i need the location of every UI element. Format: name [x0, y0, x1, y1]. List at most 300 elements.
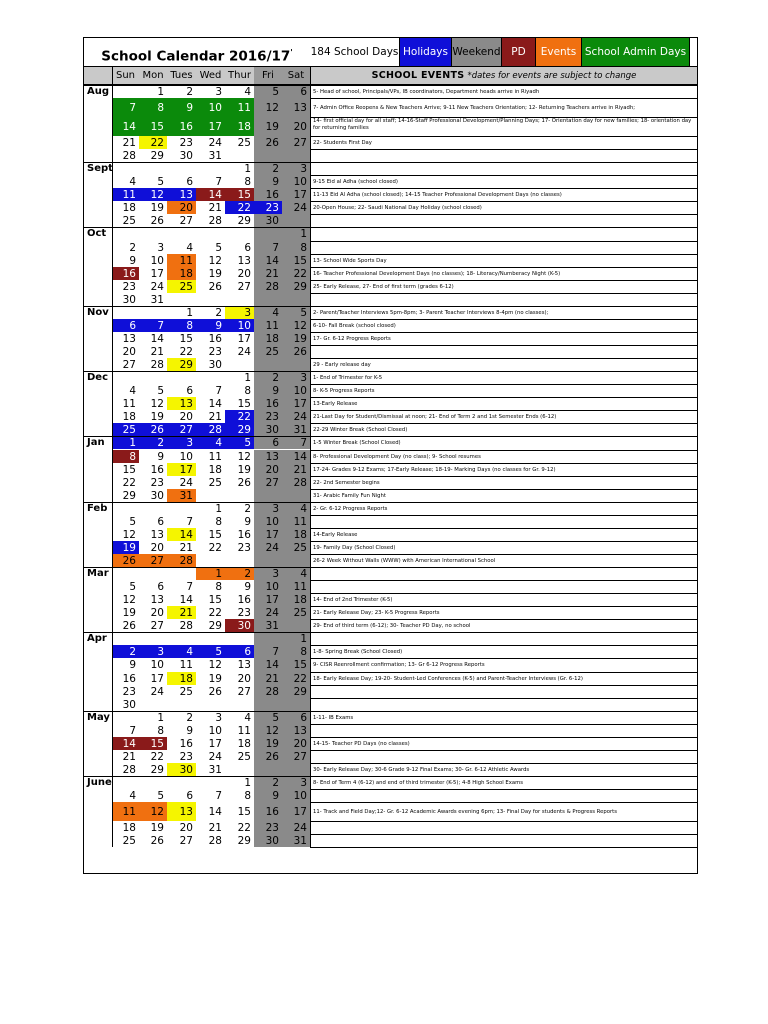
event-note	[310, 149, 697, 162]
month-divider	[112, 776, 697, 777]
day-cell: 28	[208, 835, 222, 848]
day-cell: 5	[225, 436, 254, 449]
day-cell: 21	[122, 750, 136, 763]
day-cell: 3	[282, 776, 310, 789]
day-cell: 25	[282, 541, 310, 554]
day-cell: 17	[282, 802, 310, 821]
day-cell: 28	[208, 215, 222, 228]
day-cell: 15	[225, 188, 254, 201]
day-cell: 23	[208, 346, 222, 359]
day-cell: 29	[237, 835, 251, 848]
day-cell: 15	[282, 254, 310, 267]
day-cell: 6	[225, 645, 254, 658]
day-cell	[254, 763, 282, 776]
day-cell	[254, 554, 282, 567]
day-cell: 29	[208, 620, 222, 633]
day-cell: 20	[282, 117, 310, 136]
day-cell: 24	[254, 606, 282, 619]
day-cell: 8	[157, 724, 164, 737]
day-cell: 24	[254, 541, 282, 554]
day-cell: 14	[179, 594, 193, 607]
day-cell: 30	[254, 423, 282, 436]
day-cell: 12	[150, 398, 164, 411]
day-cell: 26	[208, 280, 222, 293]
day-cell: 3	[282, 371, 310, 384]
day-cell: 22	[225, 201, 254, 214]
day-cell	[282, 214, 310, 227]
day-cell: 7	[215, 385, 222, 398]
legend-pd: PD	[502, 38, 536, 66]
day-cell	[282, 763, 310, 776]
day-cell	[139, 227, 167, 240]
event-note	[310, 632, 697, 645]
day-cell: 18	[225, 117, 254, 136]
day-cell: 21	[179, 541, 193, 554]
week-row	[112, 789, 697, 802]
day-cell: 4	[167, 645, 196, 658]
day-cell: 12	[254, 724, 282, 737]
week-row	[112, 737, 697, 750]
event-note: 7- Admin Office Reopens & New Teachers Arrive; 9-11 New Teachers Orientation; 12- Returning Teachers arrive in Riyadh;	[310, 98, 697, 117]
day-cell: 16	[208, 332, 222, 345]
week-row	[112, 85, 697, 98]
day-cell: 24	[282, 821, 310, 834]
day-cell: 21	[282, 463, 310, 476]
day-cell: 21	[254, 672, 282, 685]
event-note: 8- Professional Development Day (no class); 9- School resumes	[310, 450, 697, 463]
day-cell: 28	[122, 150, 136, 163]
week-row	[112, 201, 697, 214]
day-cell: 11	[112, 802, 139, 821]
day-cell: 25	[122, 215, 136, 228]
week-row	[112, 672, 697, 685]
day-cell: 20	[282, 737, 310, 750]
day-cell: 8	[244, 385, 251, 398]
day-cell	[167, 502, 196, 515]
week-row	[112, 397, 697, 410]
day-cell: 7	[215, 790, 222, 803]
day-cell: 27	[179, 215, 193, 228]
day-cell	[225, 149, 254, 162]
day-cell	[282, 554, 310, 567]
day-cell	[254, 358, 282, 371]
day-cell: 10	[254, 580, 282, 593]
month-label: Aug	[84, 85, 112, 162]
day-cell: 26	[122, 620, 136, 633]
day-cell	[196, 162, 225, 175]
event-note: 8- K-5 Progress Reports	[310, 384, 697, 397]
day-cell: 19	[254, 117, 282, 136]
day-cell: 15	[208, 594, 222, 607]
day-cell: 4	[244, 86, 251, 98]
week-row	[112, 371, 697, 384]
day-cell: 15	[282, 658, 310, 671]
day-cell: 1	[215, 502, 222, 515]
day-cell: 27	[139, 554, 167, 567]
day-cell	[282, 619, 310, 632]
day-cell: 22	[225, 410, 254, 423]
day-cell: 1	[244, 777, 251, 789]
day-cell: 18	[254, 332, 282, 345]
day-cell: 8	[244, 176, 251, 189]
event-note: 1-8- Spring Break (School Closed)	[310, 645, 697, 658]
week-row	[112, 98, 697, 117]
day-cell: 5	[157, 790, 164, 803]
month-label: Oct	[84, 227, 112, 305]
week-row	[112, 384, 697, 397]
day-cell: 17	[282, 188, 310, 201]
day-cell: 14	[196, 188, 225, 201]
day-cell: 7	[215, 176, 222, 189]
day-cell: 19	[254, 737, 282, 750]
event-note: 18- Early Release Day; 19-20- Student-Led Conferences (K-5) and Parent-Teacher Interviews (Gr. 6-12)	[310, 672, 697, 685]
day-cell: 26	[208, 685, 222, 698]
day-cell: 29	[282, 685, 310, 698]
legend-holidays: Holidays	[400, 38, 452, 66]
day-cell: 8	[215, 515, 222, 528]
day-cell: 31	[208, 763, 222, 776]
day-cell: 27	[254, 476, 282, 489]
day-cell: 13	[167, 397, 196, 410]
day-cell: 13	[150, 528, 164, 541]
day-cell: 22	[282, 672, 310, 685]
day-cell: 28	[254, 685, 282, 698]
day-cell: 23	[150, 476, 164, 489]
day-cell: 19	[150, 202, 164, 215]
day-cell: 20	[150, 607, 164, 620]
day-cell: 29	[150, 150, 164, 163]
week-row	[112, 821, 697, 834]
day-cell	[112, 776, 139, 789]
day-cell: 11	[282, 580, 310, 593]
day-cell	[167, 632, 196, 645]
day-cell	[167, 162, 196, 175]
day-cell: 29	[167, 358, 196, 371]
week-row	[112, 332, 697, 345]
day-cell: 12	[122, 594, 136, 607]
day-cell: 25	[112, 423, 139, 436]
day-cell	[254, 227, 282, 240]
day-cell: 27	[282, 136, 310, 149]
day-cell: 5	[129, 515, 136, 528]
day-cell: 16	[254, 802, 282, 821]
day-cell: 26	[282, 345, 310, 358]
week-row	[112, 214, 697, 227]
week-row	[112, 423, 697, 436]
column-divider	[310, 67, 311, 847]
day-cell: 2	[244, 502, 251, 515]
event-note: 6-10- Fall Break (school closed)	[310, 319, 697, 332]
day-cell: 27	[122, 359, 136, 372]
month-divider	[112, 227, 697, 228]
day-cell	[282, 489, 310, 502]
day-cell	[112, 306, 139, 319]
day-cell: 23	[237, 541, 251, 554]
day-cell: 9	[186, 724, 193, 737]
day-cell: 13	[122, 332, 136, 345]
day-cell: 13	[254, 450, 282, 463]
week-row	[112, 345, 697, 358]
day-cell: 24	[150, 685, 164, 698]
day-cell	[225, 632, 254, 645]
day-cell: 23	[254, 821, 282, 834]
day-cell	[167, 293, 196, 306]
day-cell: 25	[208, 476, 222, 489]
day-cell: 30	[254, 834, 282, 847]
day-cell: 19	[282, 332, 310, 345]
day-cell: 11	[122, 398, 136, 411]
day-cell: 10	[282, 384, 310, 397]
day-cell: 9	[129, 254, 136, 267]
day-cell: 22	[179, 346, 193, 359]
week-row	[112, 541, 697, 554]
week-row	[112, 802, 697, 821]
day-cell: 13	[282, 98, 310, 117]
day-cell: 5	[196, 645, 225, 658]
event-note	[310, 227, 697, 240]
day-cell: 17	[282, 397, 310, 410]
day-cell	[225, 358, 254, 371]
week-row	[112, 593, 697, 606]
week-row	[112, 175, 697, 188]
day-cell: 3	[282, 162, 310, 175]
event-note: 1-11- IB Exams	[310, 711, 697, 724]
week-row	[112, 280, 697, 293]
event-note	[310, 567, 697, 580]
day-cell	[254, 293, 282, 306]
day-cell: 21	[208, 822, 222, 835]
day-header-wed: Wed	[199, 70, 222, 81]
day-cell: 14	[208, 398, 222, 411]
day-cell: 23	[179, 750, 193, 763]
event-note: 9-15 Eid al Adha (school closed)	[310, 175, 697, 188]
week-row	[112, 188, 697, 201]
day-cell: 20	[122, 346, 136, 359]
day-cell	[112, 85, 139, 98]
day-cell: 5	[282, 306, 310, 319]
day-cell: 4	[244, 711, 251, 724]
day-cell	[254, 698, 282, 711]
day-cell: 2	[139, 436, 167, 449]
day-cell: 19	[208, 672, 222, 685]
day-cell: 13	[237, 659, 251, 672]
day-cell: 3	[157, 241, 164, 254]
day-cell: 22	[208, 541, 222, 554]
month-label: Dec	[84, 371, 112, 436]
event-note	[310, 214, 697, 227]
day-cell: 3	[225, 306, 254, 319]
day-cell: 15	[179, 332, 193, 345]
legend-weekend: Weekend	[452, 38, 502, 66]
day-cell: 15	[208, 528, 222, 541]
day-cell: 3	[215, 86, 222, 98]
day-cell: 17	[196, 117, 225, 136]
month-label: Apr	[84, 632, 112, 710]
day-cell: 2	[254, 162, 282, 175]
week-row	[112, 117, 697, 136]
day-cell: 14	[112, 117, 139, 136]
legend-events: Events	[536, 38, 582, 66]
day-cell	[112, 502, 139, 515]
day-cell: 18	[167, 672, 196, 685]
day-cell: 26	[112, 554, 139, 567]
month-divider	[112, 711, 697, 712]
month-divider	[112, 85, 697, 86]
week-row	[112, 528, 697, 541]
day-cell: 8	[282, 645, 310, 658]
day-cell: 27	[167, 423, 196, 436]
day-cell: 20	[254, 463, 282, 476]
week-row	[112, 436, 697, 449]
day-cell: 26	[237, 476, 251, 489]
day-cell: 30	[208, 359, 222, 372]
day-cell: 19	[122, 607, 136, 620]
day-cell: 17	[150, 267, 164, 280]
event-note: 11- Track and Field Day;12- Gr. 6-12 Academic Awards evening 6pm; 13- Final Day for students & Progress Reports	[310, 802, 697, 821]
day-cell: 13	[282, 724, 310, 737]
week-row	[112, 567, 697, 580]
day-cell: 1	[282, 227, 310, 240]
week-row	[112, 645, 697, 658]
week-row	[112, 410, 697, 423]
event-note: 2- Gr. 6-12 Progress Reports	[310, 502, 697, 515]
day-cell: 30	[122, 293, 136, 306]
day-cell: 9	[167, 98, 196, 117]
week-row	[112, 267, 697, 280]
day-cell: 10	[196, 98, 225, 117]
day-cell: 4	[129, 385, 136, 398]
day-cell: 14	[112, 737, 139, 750]
day-cell: 31	[254, 619, 282, 632]
day-cell: 31	[282, 423, 310, 436]
day-cell: 21	[254, 267, 282, 280]
day-cell: 11	[167, 254, 196, 267]
day-cell: 25	[237, 137, 251, 150]
day-cell: 7	[186, 581, 193, 594]
day-cell: 14	[282, 450, 310, 463]
month-label: June	[84, 776, 112, 847]
day-cell: 15	[139, 117, 167, 136]
day-cell: 7	[282, 436, 310, 449]
month-label: Jan	[84, 436, 112, 501]
day-cell: 7	[139, 319, 167, 332]
week-row	[112, 136, 697, 149]
day-cell: 18	[282, 593, 310, 606]
day-header-fri: Fri	[254, 67, 282, 84]
day-cell: 4	[282, 567, 310, 580]
day-cell: 18	[208, 463, 222, 476]
week-row	[112, 463, 697, 476]
week-row	[112, 319, 697, 332]
event-note	[310, 580, 697, 593]
day-cell: 16	[237, 528, 251, 541]
day-cell: 14	[254, 658, 282, 671]
week-row	[112, 306, 697, 319]
day-cell: 8	[139, 98, 167, 117]
month-divider	[112, 502, 697, 503]
day-cell: 23	[179, 137, 193, 150]
day-cell: 22	[237, 822, 251, 835]
event-note: 20-Open House; 22- Saudi National Day Holiday (school closed)	[310, 201, 697, 214]
day-cell	[112, 227, 139, 240]
day-cell: 16	[122, 672, 136, 685]
week-row	[112, 580, 697, 593]
day-cell: 14	[150, 332, 164, 345]
day-cell: 29	[122, 489, 136, 502]
day-cell	[254, 632, 282, 645]
day-cell: 5	[157, 385, 164, 398]
event-note: 1- End of Trimester for K-5	[310, 371, 697, 384]
event-note	[310, 750, 697, 763]
week-row	[112, 606, 697, 619]
week-row	[112, 254, 697, 267]
day-cell: 4	[186, 241, 193, 254]
day-cell: 10	[150, 659, 164, 672]
events-header: SCHOOL EVENTS *dates for events are subject to change	[310, 67, 697, 84]
day-cell: 10	[150, 254, 164, 267]
day-cell	[196, 293, 225, 306]
day-cell: 12	[282, 319, 310, 332]
day-cell: 29	[282, 280, 310, 293]
day-cell: 21	[167, 606, 196, 619]
day-cell: 6	[112, 319, 139, 332]
day-cell	[112, 632, 139, 645]
day-header-mon: Mon	[142, 70, 164, 81]
month-label: Nov	[84, 306, 112, 371]
week-row	[112, 515, 697, 528]
day-cell: 1	[157, 86, 164, 98]
event-note: 17-24- Grades 9-12 Exams; 17-Early Release; 18-19- Marking Days (no classes for Gr. 9-12)	[310, 463, 697, 476]
day-cell	[196, 698, 225, 711]
day-cell: 28	[150, 359, 164, 372]
day-cell: 6	[254, 436, 282, 449]
day-cell: 25	[254, 345, 282, 358]
day-cell	[139, 698, 167, 711]
day-cell: 17	[254, 528, 282, 541]
day-cell	[225, 489, 254, 502]
day-cell	[139, 306, 167, 319]
day-cell: 16	[167, 117, 196, 136]
day-cell: 19	[150, 411, 164, 424]
event-note: 21-Last Day for Student/Dismissal at noon; 21- End of Term 2 and 1st Semester Ends (6-12)	[310, 410, 697, 423]
day-cell: 29	[225, 423, 254, 436]
day-cell: 28	[282, 476, 310, 489]
day-cell: 7	[254, 645, 282, 658]
day-cell: 23	[254, 410, 282, 423]
day-cell: 11	[254, 319, 282, 332]
day-cell	[225, 293, 254, 306]
day-cell: 23	[122, 685, 136, 698]
day-cell: 1	[282, 632, 310, 645]
day-cell	[282, 358, 310, 371]
day-cell: 24	[208, 750, 222, 763]
day-cell: 14	[208, 806, 222, 819]
day-cell: 30	[150, 489, 164, 502]
row-divider	[310, 847, 697, 848]
day-cell: 6	[186, 790, 193, 803]
day-cell: 20	[237, 267, 251, 280]
day-cell: 17	[167, 463, 196, 476]
day-cell: 9	[244, 581, 251, 594]
event-note: 29- End of third term (6-12); 30- Teacher PD Day, no school	[310, 619, 697, 632]
day-cell: 16	[254, 397, 282, 410]
day-cell: 30	[225, 619, 254, 632]
day-cell: 1	[244, 372, 251, 385]
day-cell: 6	[186, 176, 193, 189]
day-cell: 4	[196, 436, 225, 449]
week-row	[112, 724, 697, 737]
day-cell: 20	[150, 541, 164, 554]
